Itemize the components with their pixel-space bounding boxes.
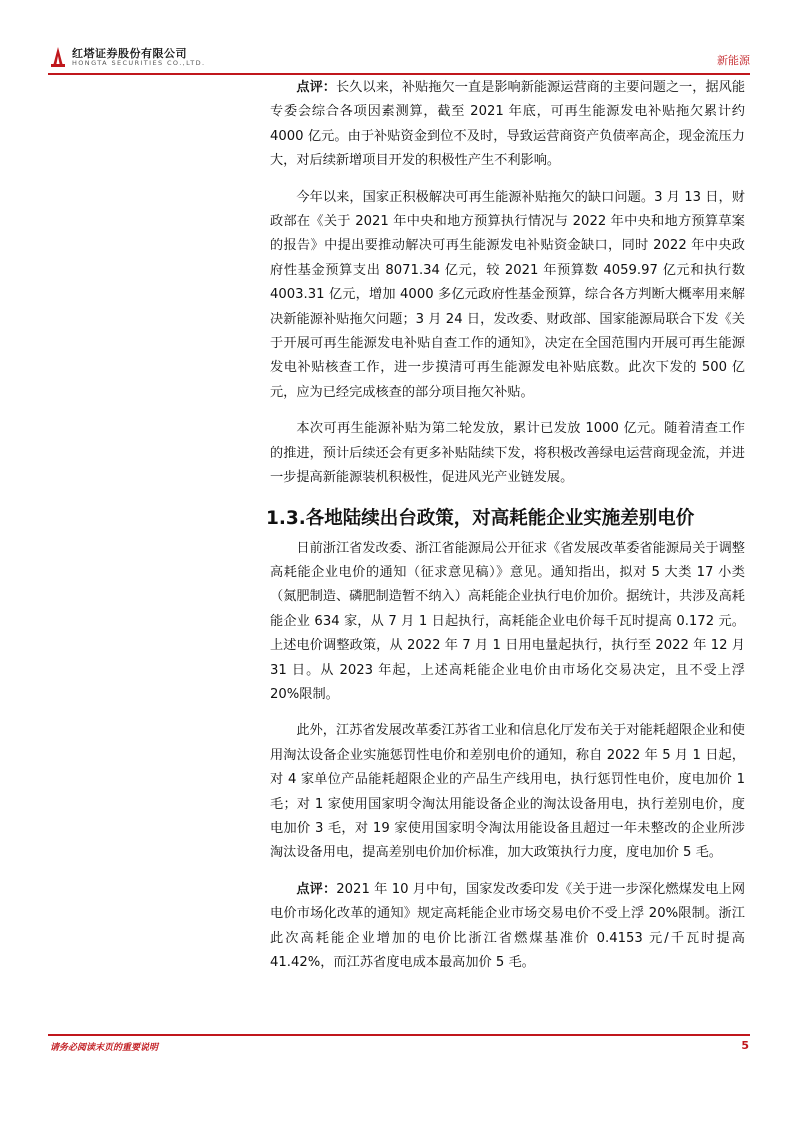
paragraph (270, 719, 745, 865)
paragraph-text: 日前浙江省发改委、浙江省能源局公开征求《省发展改革委省能源局关于调整高耗能企业电价的通知（征求意见稿）》意见。通知指出，拟对 5 大类 17 小类（氮肥制造、磷肥制造暂不纳入）高耗能企业执行电价加价。据统计，共涉及高耗能企业 634 家，从 7 月 1 日起执行，高耗能企业电价每千瓦时提高 0.172 元。上述电价调整政策，从 2022 年 7 月 1 日用电量起执行，执行至 2022 年 12 月 31 日。从 2023 年起，上述高耗能企业电价由市场化交易决定，且不受上浮 20%限制。 (270, 540, 745, 702)
paragraph-text: 本次可再生能源补贴为第二轮发放，累计已发放 1000 亿元。随着清查工作的推进，预计后续还会有更多补贴陆续下发，将积极改善绿电运营商现金流，并进一步提高新能源装机积极性，促进风光产业链发展。 (270, 421, 745, 486)
paragraph-text: 今年以来，国家正积极解决可再生能源补贴拖欠的缺口问题。3 月 13 日，财政部在《关于 2021 年中央和地方预算执行情况与 2022 年中央和地方预算草案的报告》中提出要推动解决可再生能源发电补贴资金缺口，同时 2022 年中央政府性基金预算支出 8071.34 亿元，较 2021 年预算数 4059.97 亿元和执行数 4003.31 亿元，增加 4000 多亿元政府性基金预算，综合各方判断大概率用来解决新能源补贴拖欠问题；3 月 24 日，发改委、财政部、国家能源局联合下发《关于开展可再生能源发电补贴自查工作的通知》，决定在全国范围内开展可再生能源发电补贴核查工作，进一步摸清可再生能源发电补贴底数。此次下发的 500 亿元，应为已经完成核查的部分项目拖欠补贴。 (270, 189, 745, 400)
company-logo (48, 44, 208, 72)
main-content (266, 76, 746, 987)
footer-divider (48, 1034, 750, 1036)
paragraph (270, 417, 745, 490)
company-name-en: HONGTA SECURITIES CO.,LTD. (72, 59, 206, 67)
paragraph (270, 878, 745, 976)
paragraph (270, 186, 745, 406)
hongta-logo-icon (48, 46, 68, 68)
paragraph (270, 537, 745, 708)
comment-lead: 点评： (296, 881, 337, 897)
header-divider (48, 73, 750, 75)
paragraph (270, 76, 745, 174)
disclaimer-note: 请务必阅读末页的重要说明 (50, 1043, 159, 1053)
page-number: 5 (741, 1039, 749, 1052)
comment-lead: 点评： (296, 80, 336, 95)
section-heading: 1.3.各地陆续出台政策，对高耗能企业实施差别电价 (266, 507, 695, 529)
page-header (48, 44, 750, 74)
company-name: 红塔证券股份有限公司 (72, 47, 187, 60)
paragraph-text: 长久以来，补贴拖欠一直是影响新能源运营商的主要问题之一，据风能专委会综合各项因素测算，截至 2021 年底，可再生能源发电补贴拖欠累计约 4000 亿元。由于补贴资金到位不及时，导致运营商资产负债率高企，现金流压力大，对后续新增项目开发的积极性产生不利影响。 (270, 80, 746, 169)
paragraph-text: 2021 年 10 月中旬，国家发改委印发《关于进一步深化燃煤发电上网电价市场化改革的通知》规定高耗能企业市场交易电价不受上浮 20%限制。浙江此次高耗能企业增加的电价比浙江省燃煤基准价 0.4153 元/千瓦时提高 41.42%，而江苏省度电成本最高加价 5 毛。 (270, 881, 746, 970)
paragraph-text: 此外，江苏省发展改革委江苏省工业和信息化厅发布关于对能耗超限企业和使用淘汰设备企业实施惩罚性电价和差别电价的通知，称自 2022 年 5 月 1 日起，对 4 家单位产品能耗超限企业的产品生产线用电，执行惩罚性电价，度电加价 1 毛；对 1 家使用国家明令淘汰用能设备企业的淘汰设备用电，执行差别电价，度电加价 3 毛，对 19 家使用国家明令淘汰用能设备且超过一年未整改的企业所涉淘汰设备用电，提高差别电价加价标准，加大政策执行力度，度电加价 5 毛。 (270, 723, 745, 861)
section-tag: 新能源 (717, 54, 750, 67)
